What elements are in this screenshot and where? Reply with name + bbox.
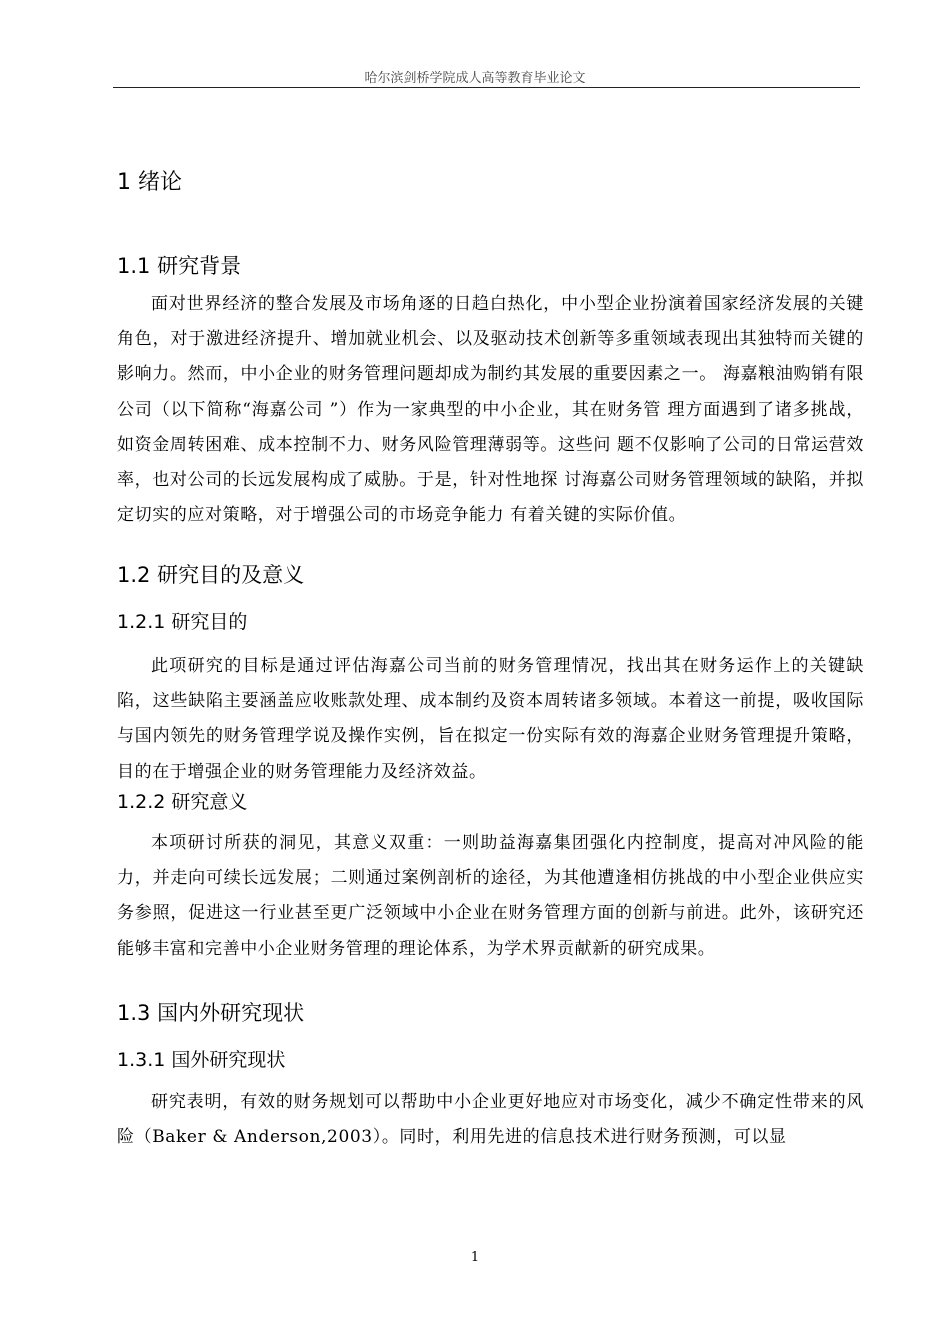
running-header: 哈尔滨剑桥学院成人高等教育毕业论文 bbox=[364, 71, 586, 86]
section-heading-1-1: 1.1 研究背景 bbox=[117, 254, 242, 278]
paragraph-research-background: 面对世界经济的整合发展及市场角逐的日趋白热化，中小型企业扮演着国家经济发展的关键角色，对于激进经济提升、增加就业机会、以及驱动技术创新等多重领域表现出其独特而关键的影响力。然而，中小企业的财务管理问题却成为制约其发展的重要因素之一。 海嘉粮油购销有限公司（以下简称“海嘉公司 ”）作为一家典型的中小企业，其在财务管 理方面遇到了诸多挑战，如资金周转困难、成本控制不力、财务风险管理薄弱等。这些问 题不仅影响了公司的日常运营效率，也对公司的长远发展构成了威胁。于是，针对性地探 讨海嘉公司财务管理领域的缺陷，并拟定切实的应对策略，对于增强公司的市场竞争能力 有着关键的实际价值。 bbox=[117, 294, 864, 526]
paragraph-research-purpose: 此项研究的目标是通过评估海嘉公司当前的财务管理情况，找出其在财务运作上的关键缺陷，这些缺陷主要涵盖应收账款处理、成本制约及资本周转诸多领域。本着这一前提，吸收国际与国内领先的财务管理学说及操作实例，旨在拟定一份实际有效的海嘉企业财务管理提升策略， 目的在于增强企业的财务管理能力及经济效益。 bbox=[117, 656, 864, 782]
chapter-title: 1 绪论 bbox=[117, 170, 182, 195]
section-heading-1-2: 1.2 研究目的及意义 bbox=[117, 563, 305, 587]
page-number: 1 bbox=[470, 1250, 480, 1265]
subsection-heading-1-3-1: 1.3.1 国外研究现状 bbox=[117, 1049, 286, 1071]
section-heading-1-3: 1.3 国内外研究现状 bbox=[117, 1001, 305, 1025]
subsection-heading-1-2-1: 1.2.1 研究目的 bbox=[117, 611, 248, 633]
paragraph-research-significance: 本项研讨所获的洞见，其意义双重：一则助益海嘉集团强化内控制度，提高对冲风险的能力，并走向可续长远发展；二则通过案例剖析的途径，为其他遭逢相仿挑战的中小型企业供应实务参照，促进这一行业甚至更广泛领域中小企业在财务管理方面的创新与前进。此外，该研究还能够丰富和完善中小企业财务管理的理论体系，为学术界贡献新的研究成果。 bbox=[117, 833, 864, 959]
header-divider bbox=[113, 87, 860, 88]
subsection-heading-1-2-2: 1.2.2 研究意义 bbox=[117, 791, 248, 813]
paragraph-foreign-research: 研究表明，有效的财务规划可以帮助中小企业更好地应对市场变化，减少不确定性带来的风险（Baker & Anderson,2003）。同时，利用先进的信息技术进行财务预测，可以显 bbox=[117, 1092, 864, 1148]
